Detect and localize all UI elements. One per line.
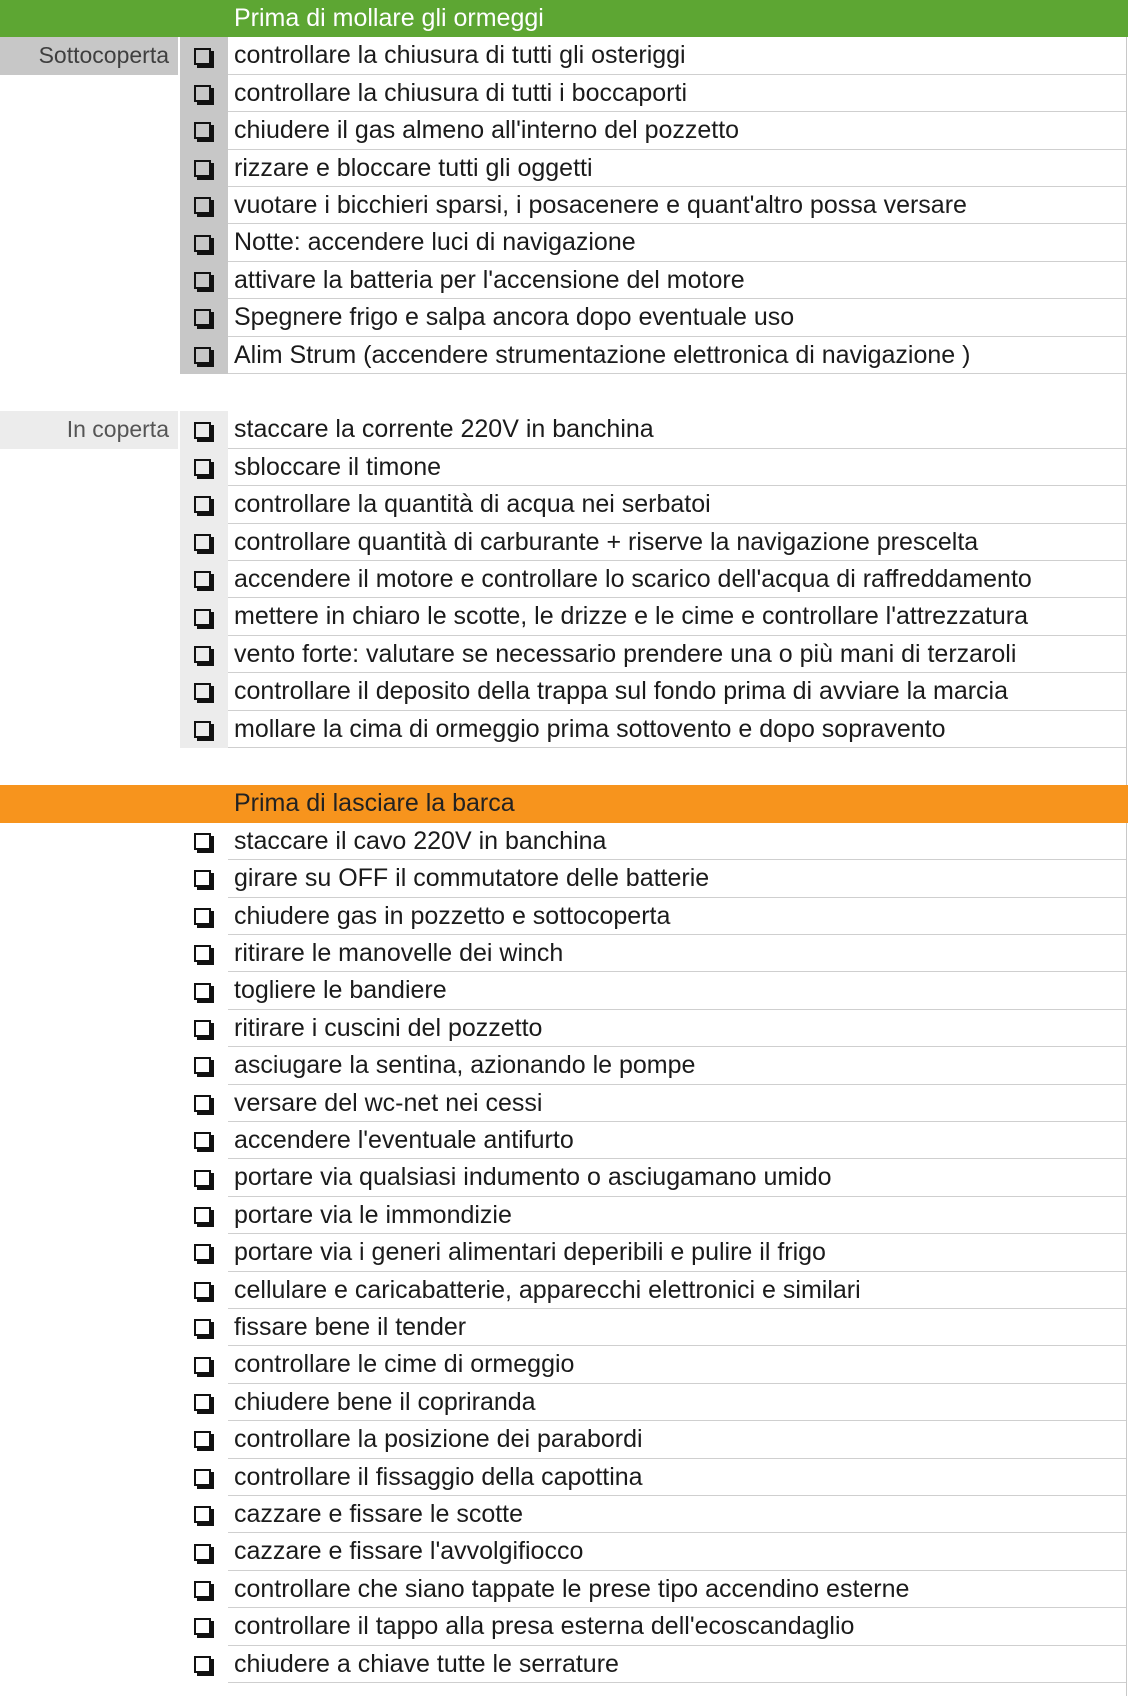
- checkbox-square-icon: [194, 571, 211, 588]
- checklist-item: [0, 486, 1128, 523]
- item-text: controllare la quantità di acqua nei serbatoi: [228, 486, 1126, 523]
- checkbox[interactable]: [180, 337, 228, 374]
- checkbox-square-icon: [194, 496, 211, 513]
- group-label: [0, 1533, 178, 1570]
- checkbox[interactable]: [180, 711, 228, 748]
- checkbox-square-icon: [194, 160, 211, 177]
- checkbox[interactable]: [180, 112, 228, 149]
- group-label: [0, 1384, 178, 1421]
- checkbox[interactable]: [180, 1646, 228, 1683]
- checklist-item: [0, 524, 1128, 561]
- checkbox[interactable]: [180, 972, 228, 1009]
- checkbox[interactable]: [180, 673, 228, 710]
- item-text: asciugare la sentina, azionando le pompe: [228, 1047, 1126, 1084]
- item-text: accendere l'eventuale antifurto: [228, 1122, 1126, 1159]
- checkbox[interactable]: [180, 1421, 228, 1458]
- group-label: [0, 1571, 178, 1608]
- item-text: controllare le cime di ormeggio: [228, 1346, 1126, 1383]
- item-text: fissare bene il tender: [228, 1309, 1126, 1346]
- checkbox-square-icon: [194, 908, 211, 925]
- group-label: [0, 1346, 178, 1383]
- checkbox[interactable]: [180, 1197, 228, 1234]
- group-label: [0, 598, 178, 635]
- checkbox-square-icon: [194, 833, 211, 850]
- item-text: Alim Strum (accendere strumentazione elettronica di navigazione ): [228, 337, 1126, 374]
- checklist-item: [0, 1459, 1128, 1496]
- checkbox-square-icon: [194, 983, 211, 1000]
- checkbox[interactable]: [180, 449, 228, 486]
- item-text: chiudere il gas almeno all'interno del pozzetto: [228, 112, 1126, 149]
- checkbox[interactable]: [180, 636, 228, 673]
- group-label: [0, 75, 178, 112]
- group-label: [0, 262, 178, 299]
- checklist-item: [0, 1571, 1128, 1608]
- checkbox[interactable]: [180, 486, 228, 523]
- group-label: [0, 860, 178, 897]
- checkbox-square-icon: [194, 1394, 211, 1411]
- checkbox-square-icon: [194, 721, 211, 738]
- item-text: accendere il motore e controllare lo scarico dell'acqua di raffreddamento: [228, 561, 1126, 598]
- item-text: ritirare le manovelle dei winch: [228, 935, 1126, 972]
- item-text: togliere le bandiere: [228, 972, 1126, 1009]
- checkbox[interactable]: [180, 1346, 228, 1383]
- item-text: versare del wc-net nei cessi: [228, 1085, 1126, 1122]
- checklist-item: [0, 187, 1128, 224]
- item-text: vento forte: valutare se necessario prendere una o più mani di terzaroli: [228, 636, 1126, 673]
- group-label: [0, 299, 178, 336]
- checkbox-square-icon: [194, 1207, 211, 1224]
- checkbox[interactable]: [180, 1496, 228, 1533]
- checkbox[interactable]: [180, 1533, 228, 1570]
- checkbox-square-icon: [194, 347, 211, 364]
- item-text: Notte: accendere luci di navigazione: [228, 224, 1126, 261]
- checkbox-square-icon: [194, 1132, 211, 1149]
- checkbox[interactable]: [180, 262, 228, 299]
- item-text: cellulare e caricabatterie, apparecchi elettronici e similari: [228, 1272, 1126, 1309]
- checklist-item: [0, 37, 1128, 74]
- item-text: staccare il cavo 220V in banchina: [228, 823, 1126, 860]
- item-text: controllare la chiusura di tutti gli osteriggi: [228, 37, 1126, 74]
- checkbox[interactable]: [180, 224, 228, 261]
- checkbox-square-icon: [194, 1057, 211, 1074]
- checkbox[interactable]: [180, 1608, 228, 1645]
- group-label: [0, 1047, 178, 1084]
- checklist-item: [0, 1496, 1128, 1533]
- group-label: [0, 1122, 178, 1159]
- group-label: [0, 972, 178, 1009]
- group-label: Sottocoperta: [0, 37, 178, 74]
- checkbox[interactable]: [180, 598, 228, 635]
- group-label: [0, 1496, 178, 1533]
- item-text: vuotare i bicchieri sparsi, i posacenere e quant'altro possa versare: [228, 187, 1126, 224]
- checkbox[interactable]: [180, 150, 228, 187]
- checkbox-square-icon: [194, 1618, 211, 1635]
- checkbox[interactable]: [180, 1571, 228, 1608]
- checkbox-square-icon: [194, 1431, 211, 1448]
- group-label: [0, 1309, 178, 1346]
- checkbox[interactable]: [180, 1047, 228, 1084]
- item-text: cazzare e fissare l'avvolgifiocco: [228, 1533, 1126, 1570]
- group-label: [0, 1421, 178, 1458]
- checklist-item: [0, 299, 1128, 336]
- checklist-item: [0, 1384, 1128, 1421]
- checklist-item: [0, 112, 1128, 149]
- checkbox-square-icon: [194, 945, 211, 962]
- checkbox[interactable]: [180, 823, 228, 860]
- group-label: [0, 711, 178, 748]
- checkbox-square-icon: [194, 1095, 211, 1112]
- checkbox[interactable]: [180, 1085, 228, 1122]
- checklist-item: [0, 1346, 1128, 1383]
- item-text: Spegnere frigo e salpa ancora dopo eventuale uso: [228, 299, 1126, 336]
- checklist-item: [0, 1608, 1128, 1645]
- checklist-item: [0, 1272, 1128, 1309]
- item-text: controllare che siano tappate le prese tipo accendino esterne: [228, 1571, 1126, 1608]
- checkbox-square-icon: [194, 459, 211, 476]
- checkbox-square-icon: [194, 1020, 211, 1037]
- group-label: [0, 524, 178, 561]
- group-label: [0, 224, 178, 261]
- checkbox-square-icon: [194, 1656, 211, 1673]
- checkbox[interactable]: [180, 1234, 228, 1271]
- group-label: [0, 561, 178, 598]
- checkbox[interactable]: [180, 561, 228, 598]
- checkbox-square-icon: [194, 422, 211, 439]
- checkbox[interactable]: [180, 299, 228, 336]
- item-text: ritirare i cuscini del pozzetto: [228, 1010, 1126, 1047]
- checkbox[interactable]: [180, 898, 228, 935]
- checkbox-square-icon: [194, 309, 211, 326]
- checklist-item: [0, 972, 1128, 1009]
- checklist-item: [0, 1234, 1128, 1271]
- group-label: [0, 1646, 178, 1683]
- checkbox[interactable]: [180, 1272, 228, 1309]
- group-label: [0, 1459, 178, 1496]
- checklist-item: [0, 449, 1128, 486]
- checklist-item: [0, 1646, 1128, 1683]
- item-text: rizzare e bloccare tutti gli oggetti: [228, 150, 1126, 187]
- checklist-item: [0, 262, 1128, 299]
- checkbox-square-icon: [194, 1282, 211, 1299]
- checkbox[interactable]: [180, 37, 228, 74]
- checklist-item: [0, 860, 1128, 897]
- group-label: [0, 1608, 178, 1645]
- item-text: sbloccare il timone: [228, 449, 1126, 486]
- item-text: controllare la posizione dei parabordi: [228, 1421, 1126, 1458]
- checkbox-square-icon: [194, 1469, 211, 1486]
- checkbox[interactable]: [180, 935, 228, 972]
- checklist-item: [0, 411, 1128, 448]
- checkbox-square-icon: [194, 1544, 211, 1561]
- group-label: [0, 1010, 178, 1047]
- checklist-item: [0, 1533, 1128, 1570]
- checklist-item: [0, 935, 1128, 972]
- item-text: mollare la cima di ormeggio prima sottovento e dopo sopravento: [228, 711, 1126, 748]
- checkbox[interactable]: [180, 1384, 228, 1421]
- group-label: [0, 823, 178, 860]
- item-text: cazzare e fissare le scotte: [228, 1496, 1126, 1533]
- checklist-item: [0, 673, 1128, 710]
- section-header: [0, 785, 1128, 822]
- checklist-item: [0, 224, 1128, 261]
- checkbox[interactable]: [180, 187, 228, 224]
- item-text: portare via le immondizie: [228, 1197, 1126, 1234]
- section-title: Prima di mollare gli ormeggi: [234, 4, 544, 32]
- group-label: [0, 112, 178, 149]
- checkbox[interactable]: [180, 75, 228, 112]
- checklist-item: [0, 1421, 1128, 1458]
- checkbox[interactable]: [180, 860, 228, 897]
- checklist-item: [0, 823, 1128, 860]
- item-text: controllare quantità di carburante + riserve la navigazione prescelta: [228, 524, 1126, 561]
- checklist-item: [0, 1122, 1128, 1159]
- item-text: staccare la corrente 220V in banchina: [228, 411, 1126, 448]
- group-label: [0, 150, 178, 187]
- checkbox-square-icon: [194, 48, 211, 65]
- checklist-item: [0, 1159, 1128, 1196]
- checkbox-square-icon: [194, 646, 211, 663]
- item-text: controllare il fissaggio della capottina: [228, 1459, 1126, 1496]
- group-label: In coperta: [0, 411, 178, 448]
- group-label: [0, 449, 178, 486]
- checklist-item: [0, 1010, 1128, 1047]
- checkbox-square-icon: [194, 534, 211, 551]
- checkbox-square-icon: [194, 1506, 211, 1523]
- checklist-item: [0, 636, 1128, 673]
- checkbox[interactable]: [180, 411, 228, 448]
- checklist-item: [0, 1047, 1128, 1084]
- checklist-item: [0, 75, 1128, 112]
- checkbox-square-icon: [194, 1170, 211, 1187]
- checkbox-square-icon: [194, 197, 211, 214]
- section-title: Prima di lasciare la barca: [234, 789, 515, 818]
- checkbox[interactable]: [180, 524, 228, 561]
- item-text: girare su OFF il commutatore delle batterie: [228, 860, 1126, 897]
- item-text: portare via qualsiasi indumento o asciugamano umido: [228, 1159, 1126, 1196]
- checkbox[interactable]: [180, 1122, 228, 1159]
- checkbox[interactable]: [180, 1010, 228, 1047]
- checkbox-square-icon: [194, 272, 211, 289]
- group-label: [0, 636, 178, 673]
- group-label: [0, 1085, 178, 1122]
- checklist-item: [0, 898, 1128, 935]
- group-label: [0, 187, 178, 224]
- checkbox-square-icon: [194, 1357, 211, 1374]
- group-label: [0, 486, 178, 523]
- item-text: controllare il deposito della trappa sul fondo prima di avviare la marcia: [228, 673, 1126, 710]
- checklist-item: [0, 1197, 1128, 1234]
- checkbox-square-icon: [194, 1319, 211, 1336]
- group-label: [0, 337, 178, 374]
- checkbox-square-icon: [194, 235, 211, 252]
- section-header: [0, 0, 1128, 37]
- item-text: chiudere a chiave tutte le serrature: [228, 1646, 1126, 1683]
- checkbox-square-icon: [194, 609, 211, 626]
- group-label: [0, 1272, 178, 1309]
- group-label: [0, 1159, 178, 1196]
- checkbox[interactable]: [180, 1309, 228, 1346]
- group-label: [0, 1234, 178, 1271]
- checkbox-square-icon: [194, 1581, 211, 1598]
- checkbox-square-icon: [194, 85, 211, 102]
- checklist-item: [0, 1085, 1128, 1122]
- checklist-item: [0, 150, 1128, 187]
- checklist-item: [0, 1309, 1128, 1346]
- item-text: chiudere bene il copriranda: [228, 1384, 1126, 1421]
- checkbox-square-icon: [194, 870, 211, 887]
- checkbox[interactable]: [180, 1159, 228, 1196]
- group-label: [0, 1197, 178, 1234]
- item-text: controllare la chiusura di tutti i boccaporti: [228, 75, 1126, 112]
- item-text: mettere in chiaro le scotte, le drizze e le cime e controllare l'attrezzatura: [228, 598, 1126, 635]
- item-text: chiudere gas in pozzetto e sottocoperta: [228, 898, 1126, 935]
- item-text: attivare la batteria per l'accensione del motore: [228, 262, 1126, 299]
- checkbox-square-icon: [194, 122, 211, 139]
- checkbox-square-icon: [194, 683, 211, 700]
- group-label: [0, 935, 178, 972]
- item-text: portare via i generi alimentari deperibili e pulire il frigo: [228, 1234, 1126, 1271]
- checkbox[interactable]: [180, 1459, 228, 1496]
- checklist-item: [0, 711, 1128, 748]
- checklist-item: [0, 598, 1128, 635]
- item-text: controllare il tappo alla presa esterna dell'ecoscandaglio: [228, 1608, 1126, 1645]
- group-label: [0, 898, 178, 935]
- group-label: [0, 673, 178, 710]
- checklist-item: [0, 337, 1128, 374]
- checklist-item: [0, 561, 1128, 598]
- checkbox-square-icon: [194, 1244, 211, 1261]
